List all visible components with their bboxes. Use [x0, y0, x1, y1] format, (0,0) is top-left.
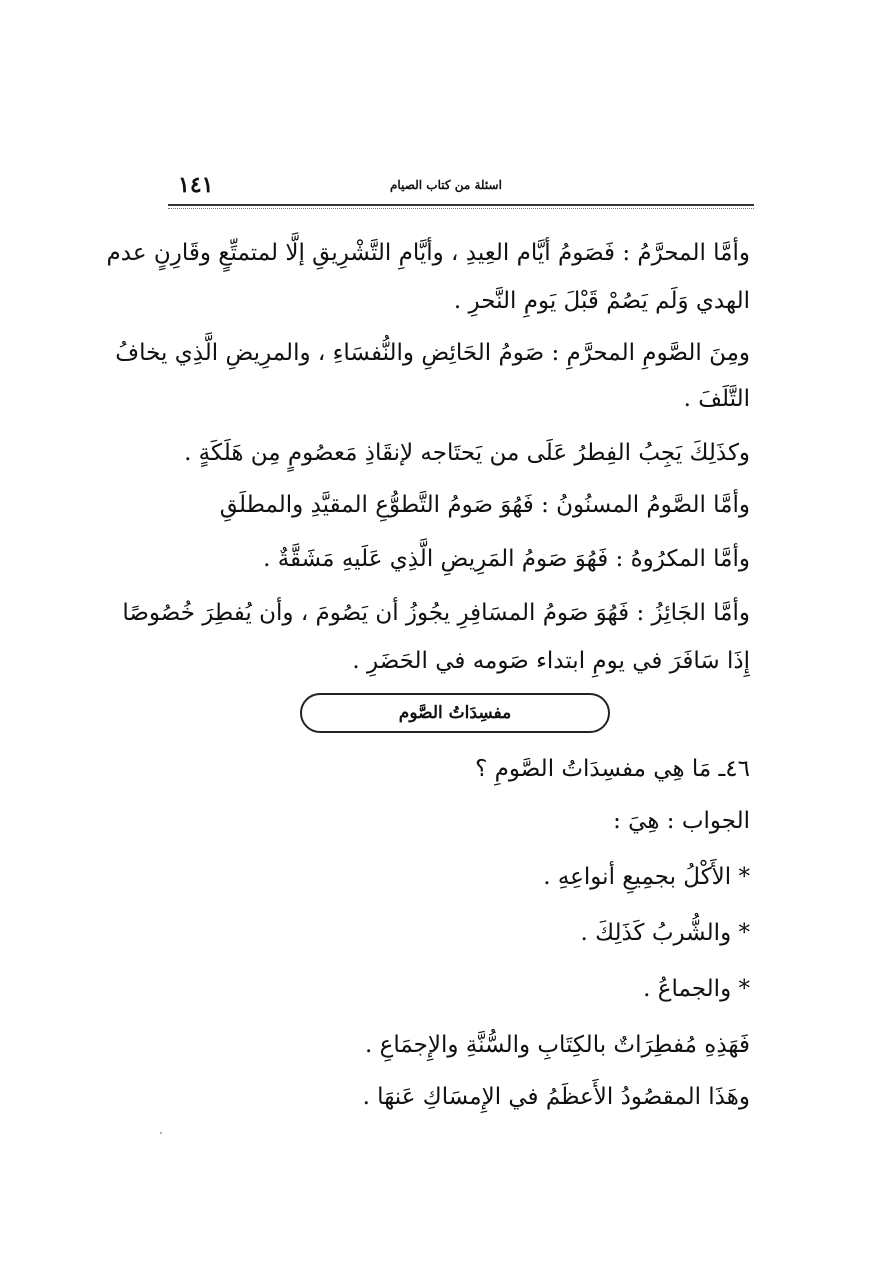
- header-rule: [168, 204, 754, 206]
- answer-intro: الجواب : هِيَ :: [613, 808, 750, 834]
- section-title-box: [300, 693, 610, 733]
- header-rule-dotted: [168, 208, 754, 209]
- scan-speck: [160, 1132, 162, 1134]
- paragraph-disliked-fasting: وأمَّا المكرُوهُ : فَهُوَ صَومُ المَرِيضِ الَّذِي عَلَيهِ مَشَقَّةٌ .: [263, 546, 750, 572]
- paragraph-sunnah-fasting: وأمَّا الصَّومُ المسنُونُ : فَهُوَ صَومُ التَّطوُّعِ المقيَّدِ والمطلَقِ: [219, 492, 750, 518]
- list-item: * والشُّربُ كَذَلِكَ .: [580, 920, 750, 946]
- paragraph-forbidden-fasting-line-2: الهدي وَلَم يَصُمْ قَبْلَ يَومِ النَّحرِ .: [453, 288, 750, 314]
- section-title: مفسِدَاتُ الصَّوم: [398, 703, 512, 723]
- list-item: * الأَكْلُ بجمِيعِ أنواعِهِ .: [543, 864, 750, 890]
- page-number: ١٤١: [178, 172, 214, 198]
- running-header: اسئلة من كتاب الصيام: [390, 178, 502, 192]
- list-item: * والجماعُ .: [643, 976, 750, 1002]
- conclusion-line-1: فَهَذِهِ مُفطِرَاتٌ بالكِتَابِ والسُّنَّةِ والإِجمَاعِ .: [364, 1032, 750, 1058]
- paragraph-forbidden-fasting-2-line-1: ومِنَ الصَّومِ المحرَّمِ : صَومُ الحَائِضِ والنُّفسَاءِ ، والمرِيضِ الَّذِي يخافُ: [115, 340, 750, 366]
- paragraph-permissible-fasting-line-2: إِذَا سَافَرَ في يومِ ابتداء صَومه في الحَضَرِ .: [352, 648, 750, 674]
- conclusion-line-2: وهَذَا المقصُودُ الأَعظَمُ في الإِمسَاكِ عَنهَا .: [362, 1084, 750, 1110]
- paragraph-obligatory-breaking: وكذَلِكَ يَجِبُ الفِطرُ عَلَى من يَحتَاجه لإنقَاذِ مَعصُومٍ مِن هَلَكَةٍ .: [184, 440, 750, 466]
- paragraph-forbidden-fasting-2-line-2: التَّلَفَ .: [683, 386, 750, 412]
- paragraph-forbidden-fasting-line-1: وأمَّا المحرَّمُ : فَصَومُ أيَّام العِيدِ ، وأيَّامِ التَّشْرِيقِ إلَّا لمتمتِّعٍ وقَارِنٍ عدم: [106, 240, 750, 266]
- paragraph-permissible-fasting-line-1: وأمَّا الجَائِزُ : فَهُوَ صَومُ المسَافِرِ يجُوزُ أن يَصُومَ ، وأن يُفطِرَ خُصُوصًا: [122, 600, 750, 626]
- question-heading: ٤٦ـ مَا هِي مفسِدَاتُ الصَّومِ ؟: [475, 756, 750, 782]
